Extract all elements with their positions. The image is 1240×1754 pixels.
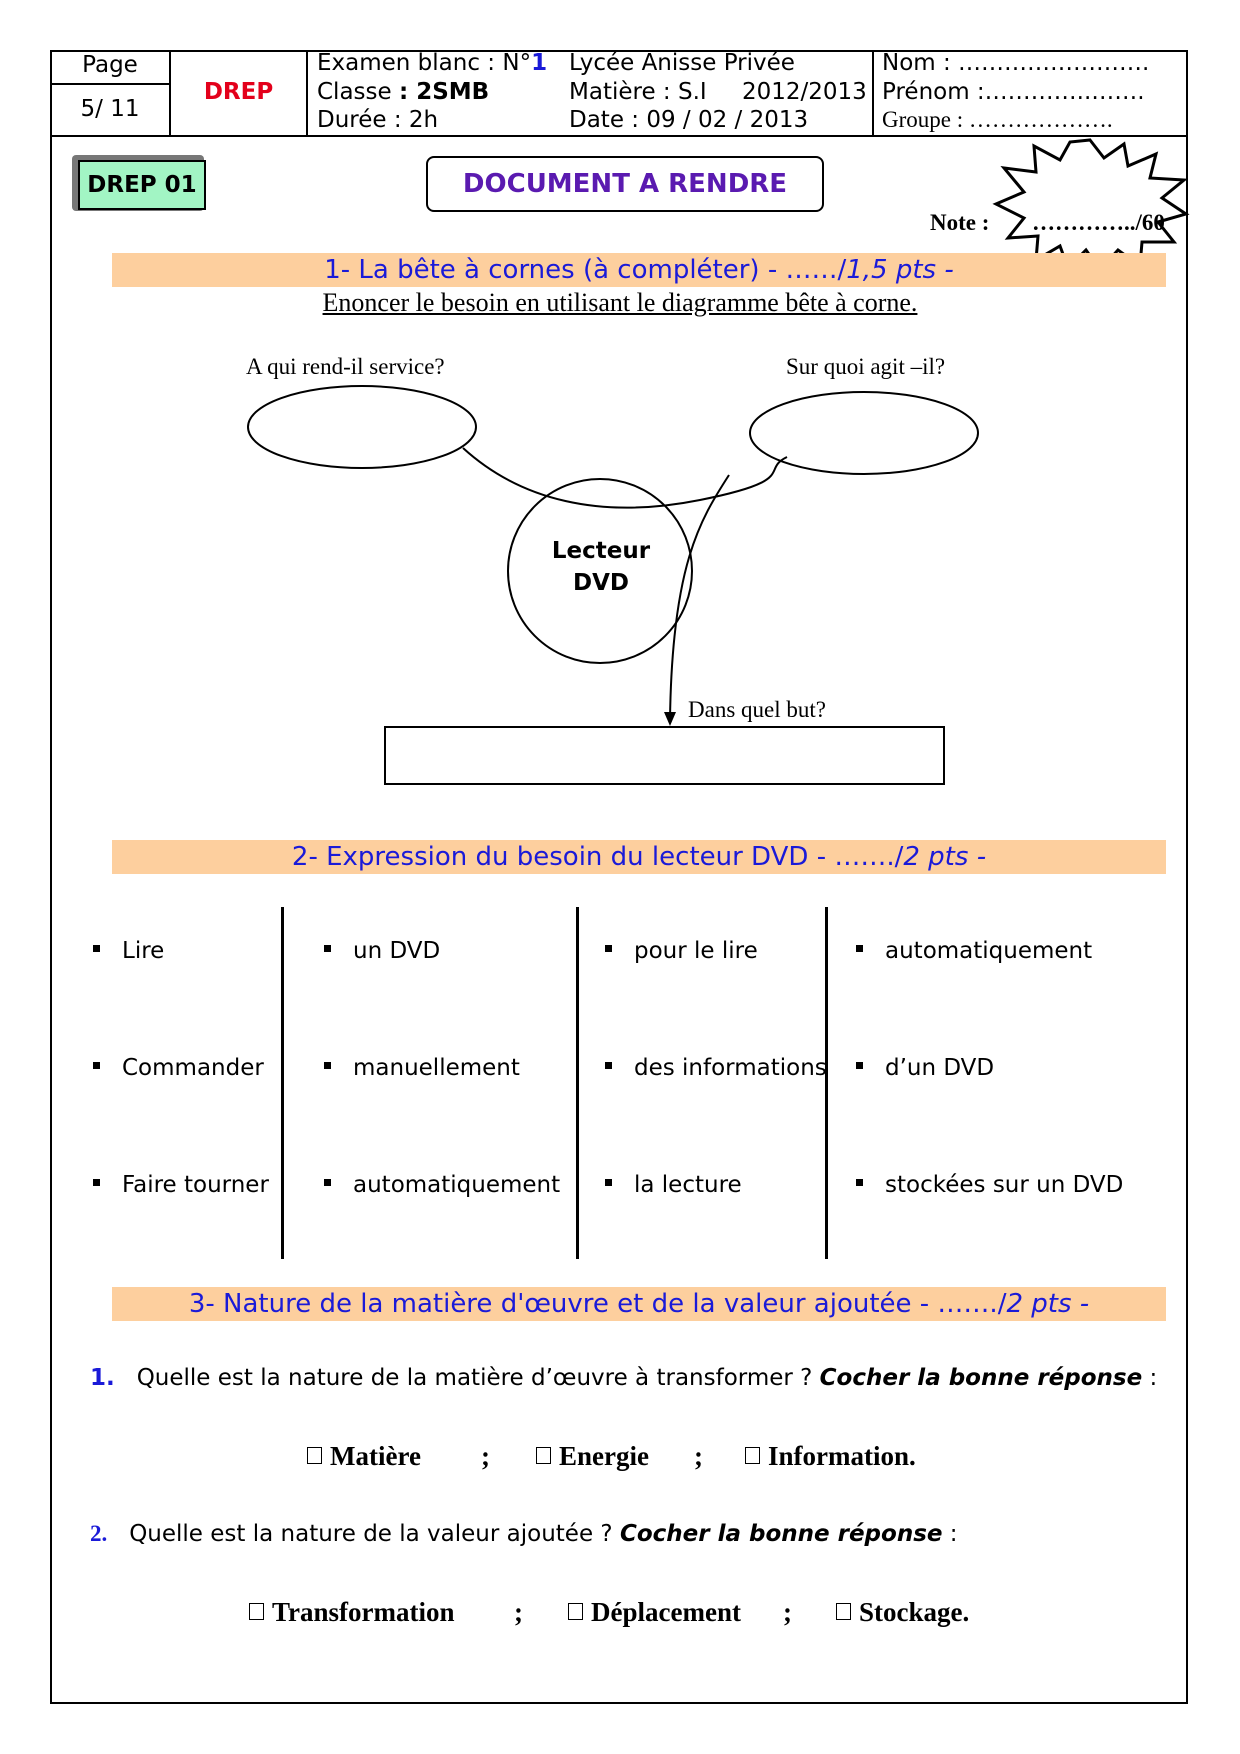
exam-number: 1 bbox=[531, 50, 548, 76]
subject: Matière : S.I bbox=[569, 79, 707, 105]
purpose-label: Dans quel but? bbox=[688, 697, 826, 722]
need-item-manuellement[interactable]: manuellement bbox=[324, 1055, 520, 1081]
drep-badge: DREP 01 bbox=[78, 160, 206, 210]
need-item-faire-tourner[interactable]: Faire tourner bbox=[93, 1172, 269, 1198]
need-item-pour-le-lire[interactable]: pour le lire bbox=[605, 938, 758, 964]
section1-title: 1- La bête à cornes (à compléter) - ……/1,5 pts - bbox=[324, 255, 954, 285]
note-value[interactable]: …………../60 bbox=[1032, 210, 1165, 235]
right-horn-ellipse[interactable] bbox=[750, 392, 978, 474]
student-name-field[interactable]: Nom : ……………………. bbox=[882, 50, 1150, 76]
need-item-un-dvd[interactable]: un DVD bbox=[324, 938, 440, 964]
purpose-arrow-line bbox=[670, 475, 729, 720]
left-horn-label: A qui rend-il service? bbox=[246, 354, 445, 379]
need-item-lire[interactable]: Lire bbox=[93, 938, 164, 964]
purpose-answer-box[interactable] bbox=[384, 726, 945, 785]
need-item-des-informations[interactable]: des informations bbox=[605, 1055, 827, 1081]
need-item-automatiquement[interactable]: automatiquement bbox=[324, 1172, 560, 1198]
option-information[interactable]: Information. bbox=[745, 1441, 916, 1472]
need-item-la-lecture[interactable]: la lecture bbox=[605, 1172, 742, 1198]
section2-title: 2- Expression du besoin du lecteur DVD - ……./2 pts - bbox=[291, 842, 987, 872]
note-label: Note : bbox=[930, 210, 990, 235]
arrow-head-icon bbox=[664, 712, 676, 726]
need-item-stockees[interactable]: stockées sur un DVD bbox=[856, 1172, 1123, 1198]
class-info: Classe : 2SMB bbox=[317, 79, 490, 105]
section3-title: 3- Nature de la matière d'œuvre et de la valeur ajoutée - ……./2 pts - bbox=[188, 1289, 1090, 1319]
option-transformation[interactable]: Transformation bbox=[249, 1597, 455, 1628]
separator: ; bbox=[694, 1441, 703, 1471]
drep-label: DREP bbox=[203, 79, 274, 105]
page-number: 5/ 11 bbox=[80, 96, 140, 122]
product-name-line1: Lecteur bbox=[551, 538, 651, 564]
checkbox[interactable] bbox=[249, 1603, 264, 1620]
student-group-field[interactable]: Groupe : ………………. bbox=[882, 107, 1113, 132]
column-divider-1 bbox=[281, 907, 284, 1259]
question-2: 2. Quelle est la nature de la valeur ajoutée ? Cocher la bonne réponse : bbox=[90, 1521, 958, 1547]
need-item-commander[interactable]: Commander bbox=[93, 1055, 264, 1081]
product-name-line2: DVD bbox=[573, 570, 629, 596]
document-title: DOCUMENT A RENDRE bbox=[426, 156, 824, 212]
separator: ; bbox=[514, 1597, 523, 1627]
duration: Durée : 2h bbox=[317, 107, 439, 133]
need-item-dun-dvd[interactable]: d’un DVD bbox=[856, 1055, 994, 1081]
option-deplacement[interactable]: Déplacement bbox=[568, 1597, 741, 1628]
section1-subtitle: Enoncer le besoin en utilisant le diagramme bête à corne. bbox=[322, 288, 918, 317]
horns-curve bbox=[463, 448, 787, 508]
separator: ; bbox=[481, 1441, 490, 1471]
checkbox[interactable] bbox=[836, 1603, 851, 1620]
column-divider-3 bbox=[825, 907, 828, 1259]
need-item-automatiquement-2[interactable]: automatiquement bbox=[856, 938, 1092, 964]
checkbox[interactable] bbox=[568, 1603, 583, 1620]
option-energie[interactable]: Energie bbox=[536, 1441, 649, 1472]
page-label: Page bbox=[82, 52, 138, 78]
exam-date: Date : 09 / 02 / 2013 bbox=[569, 107, 809, 133]
horned-beast-diagram bbox=[0, 0, 1240, 800]
school-year: 2012/2013 bbox=[742, 79, 867, 105]
checkbox[interactable] bbox=[307, 1447, 322, 1464]
student-firstname-field[interactable]: Prénom :…………..……. bbox=[882, 79, 1145, 105]
left-horn-ellipse[interactable] bbox=[248, 386, 476, 468]
question-1: 1. Quelle est la nature de la matière d’œuvre à transformer ? Cocher la bonne réponse : bbox=[90, 1365, 1158, 1391]
separator: ; bbox=[783, 1597, 792, 1627]
school-name: Lycée Anisse Privée bbox=[569, 50, 795, 76]
checkbox[interactable] bbox=[745, 1447, 760, 1464]
option-stockage[interactable]: Stockage. bbox=[836, 1597, 969, 1628]
right-horn-label: Sur quoi agit –il? bbox=[786, 354, 946, 379]
checkbox[interactable] bbox=[536, 1447, 551, 1464]
exam-title: Examen blanc : N°1 bbox=[317, 50, 548, 76]
option-matiere[interactable]: Matière bbox=[307, 1441, 421, 1472]
column-divider-2 bbox=[576, 907, 579, 1259]
